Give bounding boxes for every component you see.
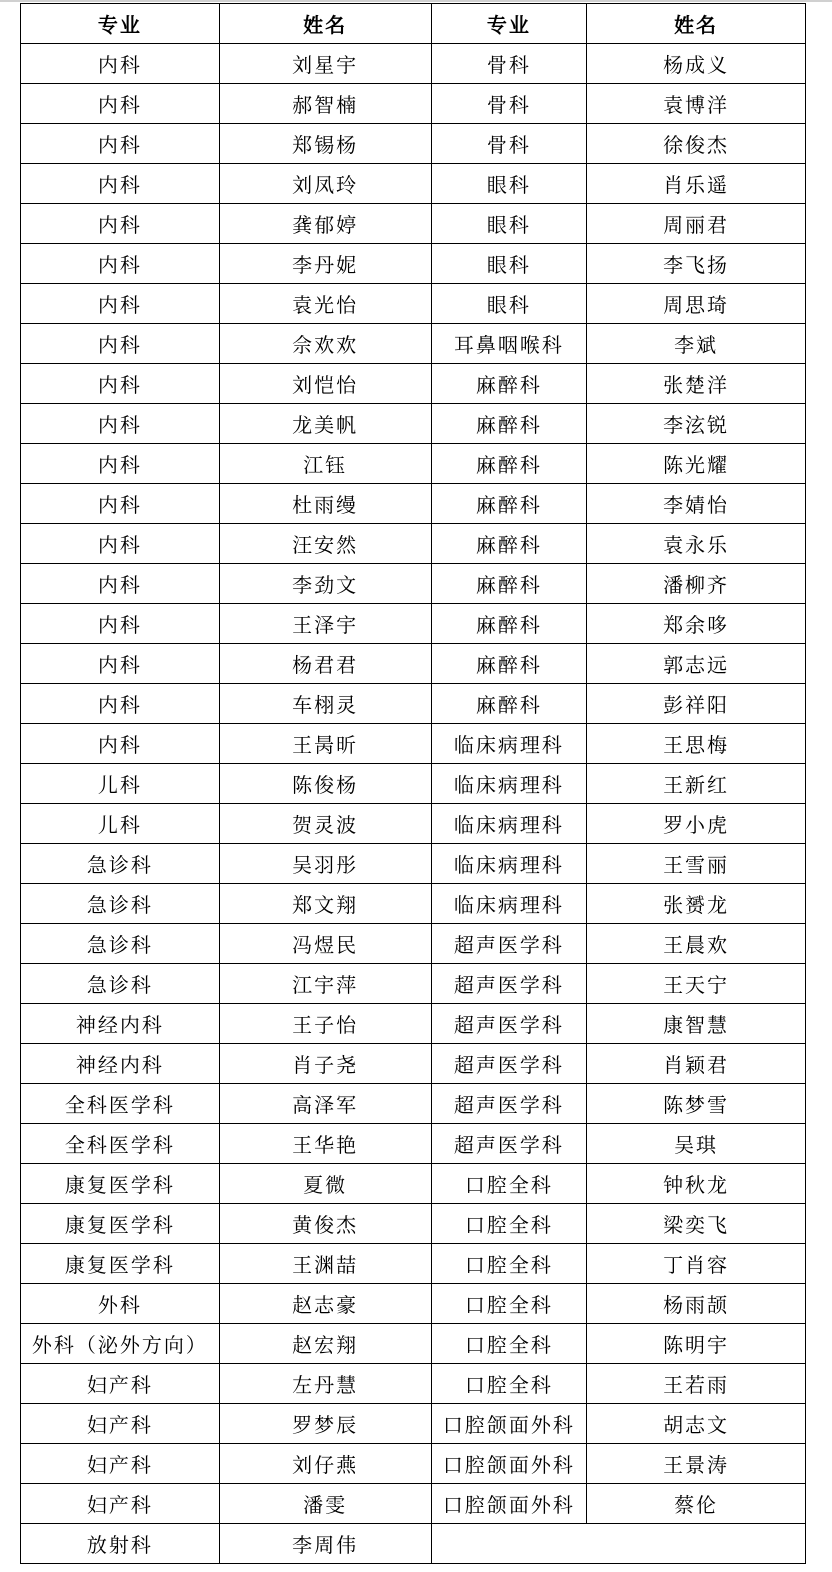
name-left-cell: 刘星宇 <box>219 44 431 84</box>
roster-table <box>20 3 806 1564</box>
name-left-cell: 贺灵波 <box>219 804 431 844</box>
specialty-left-cell: 内科 <box>21 84 220 124</box>
specialty-right-cell: 麻醉科 <box>431 364 587 404</box>
specialty-left-cell: 全科医学科 <box>21 1084 220 1124</box>
empty-cell <box>431 1524 805 1564</box>
specialty-left-cell: 急诊科 <box>21 844 220 884</box>
name-left-cell: 赵宏翔 <box>219 1324 431 1364</box>
table-row <box>21 1004 806 1044</box>
name-right-cell: 袁博洋 <box>587 84 806 124</box>
name-left-cell: 潘雯 <box>219 1484 431 1524</box>
name-right-cell: 李泫锐 <box>587 404 806 444</box>
specialty-right-cell: 口腔全科 <box>431 1324 587 1364</box>
name-left-cell: 杜雨缦 <box>219 484 431 524</box>
name-right-cell: 杨雨颉 <box>587 1284 806 1324</box>
specialty-left-cell: 外科（泌外方向） <box>21 1324 220 1364</box>
name-right-cell: 周思琦 <box>587 284 806 324</box>
specialty-left-cell: 儿科 <box>21 804 220 844</box>
name-left-cell: 左丹慧 <box>219 1364 431 1404</box>
name-right-cell: 李斌 <box>587 324 806 364</box>
specialty-right-cell: 骨科 <box>431 84 587 124</box>
header-row <box>21 4 806 44</box>
name-left-cell: 王华艳 <box>219 1124 431 1164</box>
name-left-cell: 郑锡杨 <box>219 124 431 164</box>
table-row <box>21 1324 806 1364</box>
table-row <box>21 164 806 204</box>
name-right-cell: 彭祥阳 <box>587 684 806 724</box>
table-row <box>21 124 806 164</box>
name-left-cell: 李丹妮 <box>219 244 431 284</box>
name-right-cell: 王新红 <box>587 764 806 804</box>
table-row <box>21 884 806 924</box>
specialty-right-cell: 麻醉科 <box>431 484 587 524</box>
name-left-cell: 罗梦辰 <box>219 1404 431 1444</box>
specialty-right-cell: 超声医学科 <box>431 1084 587 1124</box>
table-row <box>21 964 806 1004</box>
specialty-left-cell: 内科 <box>21 364 220 404</box>
specialty-right-cell: 临床病理科 <box>431 724 587 764</box>
name-left-cell: 刘恺怡 <box>219 364 431 404</box>
name-left-cell: 汪安然 <box>219 524 431 564</box>
table-row <box>21 364 806 404</box>
name-left-cell: 车栩灵 <box>219 684 431 724</box>
name-right-cell: 杨成义 <box>587 44 806 84</box>
specialty-right-cell: 耳鼻咽喉科 <box>431 324 587 364</box>
specialty-left-cell: 内科 <box>21 124 220 164</box>
specialty-left-cell: 内科 <box>21 564 220 604</box>
table-row <box>21 644 806 684</box>
table-row <box>21 444 806 484</box>
name-right-cell: 丁肖容 <box>587 1244 806 1284</box>
name-right-cell: 陈梦雪 <box>587 1084 806 1124</box>
name-right-cell: 胡志文 <box>587 1404 806 1444</box>
table-row <box>21 1364 806 1404</box>
specialty-right-cell: 口腔全科 <box>431 1204 587 1244</box>
table-row <box>21 924 806 964</box>
table-row <box>21 1444 806 1484</box>
name-right-cell: 郭志远 <box>587 644 806 684</box>
table-row <box>21 1084 806 1124</box>
table-row <box>21 724 806 764</box>
name-right-cell: 李婧怡 <box>587 484 806 524</box>
name-right-cell: 李飞扬 <box>587 244 806 284</box>
specialty-right-cell: 临床病理科 <box>431 764 587 804</box>
specialty-left-cell: 妇产科 <box>21 1444 220 1484</box>
name-left-cell: 龚郁婷 <box>219 204 431 244</box>
name-left-cell: 黄俊杰 <box>219 1204 431 1244</box>
name-left-cell: 江钰 <box>219 444 431 484</box>
specialty-left-cell: 内科 <box>21 284 220 324</box>
specialty-right-cell: 口腔颌面外科 <box>431 1444 587 1484</box>
table-row <box>21 44 806 84</box>
specialty-left-cell: 妇产科 <box>21 1364 220 1404</box>
specialty-right-cell: 超声医学科 <box>431 1044 587 1084</box>
name-left-cell: 冯煜民 <box>219 924 431 964</box>
specialty-left-cell: 放射科 <box>21 1524 220 1564</box>
specialty-left-cell: 急诊科 <box>21 964 220 1004</box>
table-row <box>21 284 806 324</box>
specialty-left-cell: 外科 <box>21 1284 220 1324</box>
table-row <box>21 404 806 444</box>
name-left-cell: 袁光怡 <box>219 284 431 324</box>
specialty-left-cell: 内科 <box>21 244 220 284</box>
specialty-right-cell: 骨科 <box>431 44 587 84</box>
name-left-cell: 王渊喆 <box>219 1244 431 1284</box>
specialty-right-cell: 超声医学科 <box>431 1124 587 1164</box>
name-left-cell: 王昺昕 <box>219 724 431 764</box>
specialty-right-cell: 口腔全科 <box>431 1364 587 1404</box>
name-left-cell: 刘凤玲 <box>219 164 431 204</box>
name-right-cell: 王若雨 <box>587 1364 806 1404</box>
header-specialty-left: 专业 <box>21 4 220 44</box>
specialty-left-cell: 内科 <box>21 684 220 724</box>
name-right-cell: 梁奕飞 <box>587 1204 806 1244</box>
specialty-left-cell: 儿科 <box>21 764 220 804</box>
name-right-cell: 吴琪 <box>587 1124 806 1164</box>
specialty-right-cell: 临床病理科 <box>431 884 587 924</box>
specialty-left-cell: 康复医学科 <box>21 1164 220 1204</box>
specialty-left-cell: 内科 <box>21 404 220 444</box>
specialty-right-cell: 超声医学科 <box>431 924 587 964</box>
table-row <box>21 684 806 724</box>
table-row <box>21 804 806 844</box>
specialty-right-cell: 眼科 <box>431 204 587 244</box>
name-left-cell: 高泽军 <box>219 1084 431 1124</box>
header-name-right: 姓名 <box>587 4 806 44</box>
name-left-cell: 刘仔燕 <box>219 1444 431 1484</box>
specialty-right-cell: 口腔全科 <box>431 1284 587 1324</box>
name-right-cell: 罗小虎 <box>587 804 806 844</box>
specialty-left-cell: 康复医学科 <box>21 1244 220 1284</box>
specialty-left-cell: 内科 <box>21 524 220 564</box>
name-left-cell: 赵志豪 <box>219 1284 431 1324</box>
name-left-cell: 王泽宇 <box>219 604 431 644</box>
name-right-cell: 徐俊杰 <box>587 124 806 164</box>
specialty-right-cell: 口腔颌面外科 <box>431 1404 587 1444</box>
table-row <box>21 244 806 284</box>
specialty-right-cell: 临床病理科 <box>431 804 587 844</box>
header-specialty-right: 专业 <box>431 4 587 44</box>
page-top-edge <box>0 0 832 2</box>
name-left-cell: 李周伟 <box>219 1524 431 1564</box>
name-right-cell: 张楚洋 <box>587 364 806 404</box>
specialty-left-cell: 急诊科 <box>21 924 220 964</box>
name-right-cell: 钟秋龙 <box>587 1164 806 1204</box>
specialty-left-cell: 康复医学科 <box>21 1204 220 1244</box>
specialty-right-cell: 麻醉科 <box>431 604 587 644</box>
table-row <box>21 844 806 884</box>
table-row <box>21 84 806 124</box>
specialty-right-cell: 超声医学科 <box>431 1004 587 1044</box>
specialty-right-cell: 口腔全科 <box>431 1164 587 1204</box>
table-row <box>21 764 806 804</box>
specialty-left-cell: 内科 <box>21 604 220 644</box>
specialty-left-cell: 全科医学科 <box>21 1124 220 1164</box>
specialty-right-cell: 临床病理科 <box>431 844 587 884</box>
header-name-left: 姓名 <box>219 4 431 44</box>
table-row <box>21 204 806 244</box>
table-row <box>21 1484 806 1524</box>
specialty-left-cell: 妇产科 <box>21 1404 220 1444</box>
specialty-left-cell: 神经内科 <box>21 1044 220 1084</box>
name-right-cell: 王天宁 <box>587 964 806 1004</box>
table-row <box>21 1524 806 1564</box>
name-left-cell: 佘欢欢 <box>219 324 431 364</box>
table-row <box>21 604 806 644</box>
name-right-cell: 张赟龙 <box>587 884 806 924</box>
specialty-left-cell: 内科 <box>21 324 220 364</box>
name-right-cell: 潘柳齐 <box>587 564 806 604</box>
specialty-left-cell: 内科 <box>21 444 220 484</box>
name-right-cell: 蔡伦 <box>587 1484 806 1524</box>
table-row <box>21 524 806 564</box>
name-left-cell: 杨君君 <box>219 644 431 684</box>
specialty-right-cell: 骨科 <box>431 124 587 164</box>
name-left-cell: 陈俊杨 <box>219 764 431 804</box>
table-row <box>21 1284 806 1324</box>
specialty-right-cell: 麻醉科 <box>431 564 587 604</box>
specialty-right-cell: 超声医学科 <box>431 964 587 1004</box>
name-left-cell: 江宇萍 <box>219 964 431 1004</box>
name-right-cell: 王晨欢 <box>587 924 806 964</box>
specialty-left-cell: 神经内科 <box>21 1004 220 1044</box>
name-right-cell: 王景涛 <box>587 1444 806 1484</box>
name-right-cell: 陈明宇 <box>587 1324 806 1364</box>
name-left-cell: 郑文翔 <box>219 884 431 924</box>
name-left-cell: 李劲文 <box>219 564 431 604</box>
table-row <box>21 324 806 364</box>
specialty-right-cell: 麻醉科 <box>431 684 587 724</box>
name-left-cell: 夏微 <box>219 1164 431 1204</box>
specialty-right-cell: 麻醉科 <box>431 404 587 444</box>
specialty-right-cell: 麻醉科 <box>431 444 587 484</box>
name-left-cell: 王子怡 <box>219 1004 431 1044</box>
name-right-cell: 康智慧 <box>587 1004 806 1044</box>
table-row <box>21 1244 806 1284</box>
table-row <box>21 1124 806 1164</box>
table-row <box>21 484 806 524</box>
specialty-right-cell: 口腔颌面外科 <box>431 1484 587 1524</box>
specialty-right-cell: 眼科 <box>431 284 587 324</box>
specialty-right-cell: 口腔全科 <box>431 1244 587 1284</box>
specialty-left-cell: 内科 <box>21 724 220 764</box>
name-right-cell: 肖颖君 <box>587 1044 806 1084</box>
specialty-left-cell: 内科 <box>21 164 220 204</box>
specialty-left-cell: 内科 <box>21 204 220 244</box>
specialty-left-cell: 急诊科 <box>21 884 220 924</box>
name-left-cell: 吴羽彤 <box>219 844 431 884</box>
table-row <box>21 1204 806 1244</box>
specialty-left-cell: 内科 <box>21 484 220 524</box>
table-row <box>21 1404 806 1444</box>
name-right-cell: 周丽君 <box>587 204 806 244</box>
name-right-cell: 陈光耀 <box>587 444 806 484</box>
name-right-cell: 王雪丽 <box>587 844 806 884</box>
name-right-cell: 袁永乐 <box>587 524 806 564</box>
name-right-cell: 郑余哆 <box>587 604 806 644</box>
specialty-right-cell: 麻醉科 <box>431 524 587 564</box>
name-right-cell: 肖乐遥 <box>587 164 806 204</box>
name-right-cell: 王思梅 <box>587 724 806 764</box>
specialty-right-cell: 眼科 <box>431 244 587 284</box>
table-row <box>21 1044 806 1084</box>
name-left-cell: 龙美帆 <box>219 404 431 444</box>
roster-body <box>21 44 806 1564</box>
specialty-right-cell: 眼科 <box>431 164 587 204</box>
table-row <box>21 1164 806 1204</box>
specialty-left-cell: 妇产科 <box>21 1484 220 1524</box>
specialty-right-cell: 麻醉科 <box>431 644 587 684</box>
specialty-left-cell: 内科 <box>21 644 220 684</box>
specialty-left-cell: 内科 <box>21 44 220 84</box>
table-row <box>21 564 806 604</box>
name-left-cell: 郝智楠 <box>219 84 431 124</box>
name-left-cell: 肖子尧 <box>219 1044 431 1084</box>
